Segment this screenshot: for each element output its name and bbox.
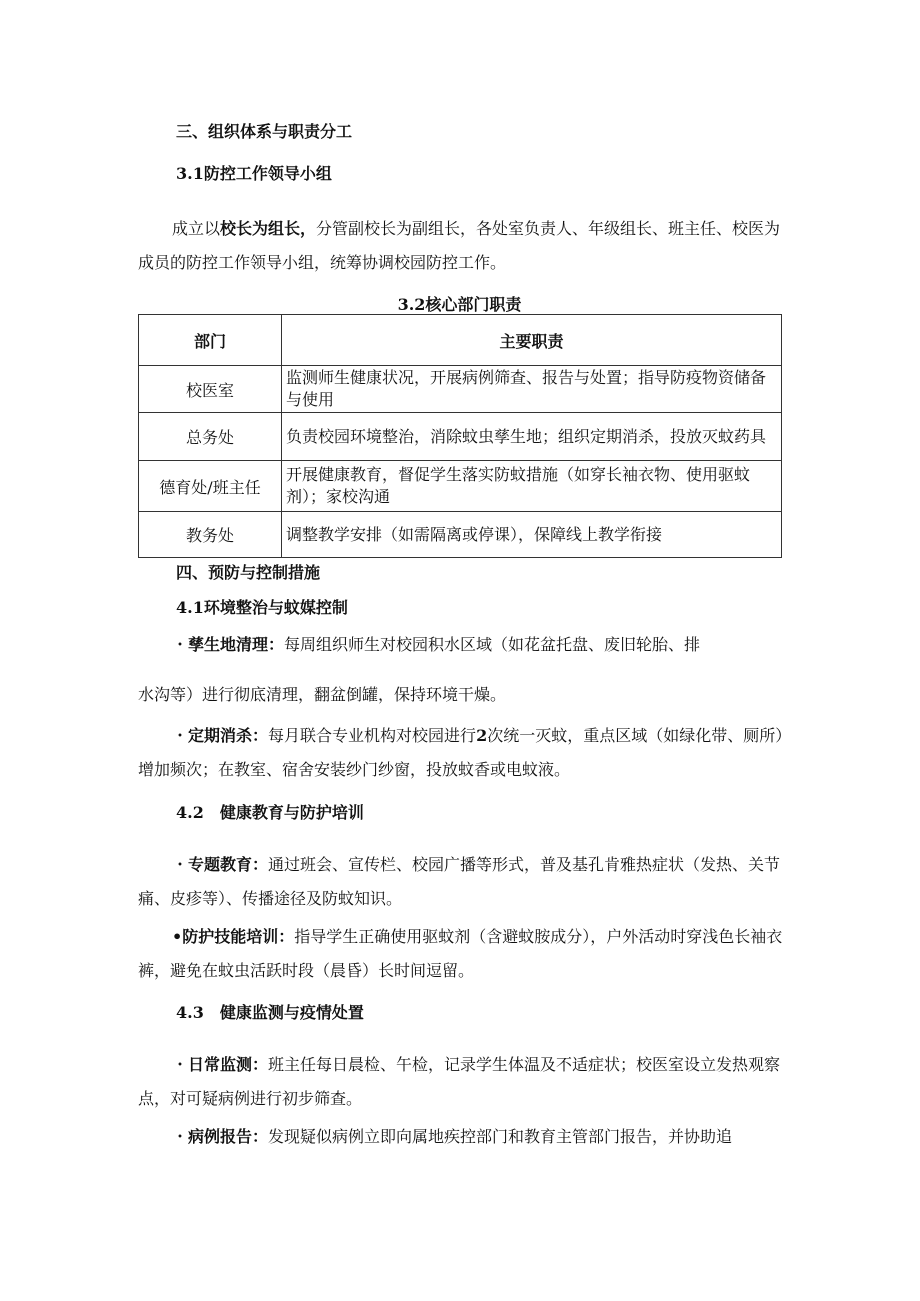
bullet-colon: ：: [252, 1055, 269, 1074]
bullet-label: 专题教育: [188, 855, 253, 874]
section-3-1-title: 3.1防控工作领导小组: [176, 164, 332, 183]
table-row: [139, 366, 782, 413]
bullet-colon: ：: [268, 635, 285, 654]
dept-cell: 德育处/班主任: [139, 461, 282, 512]
section-3-1-paragraph: [138, 212, 788, 280]
bullet-protection-training: [138, 920, 788, 988]
section-4-title: 四、预防与控制措施: [176, 563, 321, 582]
table-row: [139, 461, 782, 512]
bullet-text: 指导学生正确使用驱蚊剂（含避蚊胺成分），户外活动时穿浅色长袖衣裤，避免在蚊虫活跃时段（晨昏）长时间逗留。: [138, 927, 783, 980]
bullet-text: 次统一灭蚊，重点区域（如绿化带、厕所）增加频次；在教室、宿舍安装纱门纱窗，投放蚊香或电蚊液。: [138, 726, 784, 779]
bullet-label: 日常监测: [188, 1055, 253, 1074]
bullet-label: 防护技能培训: [182, 927, 279, 946]
bullet-daily-monitoring: [138, 1048, 788, 1116]
bullet-colon: ：: [278, 927, 295, 946]
dept-cell: 校医室: [139, 366, 282, 413]
bullet-breeding-site-clearance-continued: 水沟等）进行彻底清理，翻盆倒罐，保持环境干燥。: [138, 685, 507, 704]
department-duties-table: [138, 314, 782, 558]
table-row: [139, 512, 782, 558]
bullet-marker: ・: [172, 635, 189, 654]
bullet-number: 2: [476, 726, 488, 745]
paragraph-text: 分管副校长为副组长，各处室负责人、年级组长、班主任、校医为成员的防控工作领导小组，统筹协调校园防控工作。: [138, 219, 781, 272]
bullet-colon: ：: [252, 855, 269, 874]
bullet-breeding-site-clearance: [172, 637, 700, 653]
bullet-text: 发现疑似病例立即向属地疾控部门和教育主管部门报告，并协助追: [268, 1127, 733, 1146]
bullet-label: 孳生地清理: [188, 635, 269, 654]
table-header-row: [139, 315, 782, 366]
duty-cell: 开展健康教育，督促学生落实防蚊措施（如穿长袖衣物、使用驱蚊剂）；家校沟通: [282, 461, 782, 512]
bullet-marker: ・: [172, 726, 189, 745]
dept-cell: 教务处: [139, 512, 282, 558]
bullet-case-report: [138, 1120, 788, 1154]
bullet-marker: ・: [172, 1055, 189, 1074]
bullet-colon: ：: [252, 1127, 269, 1146]
bullet-text: 每月联合专业机构对校园进行: [268, 726, 477, 745]
paragraph-bold-text: 校长为组长，: [220, 219, 317, 238]
bullet-label: 定期消杀: [188, 726, 253, 745]
header-duties: 主要职责: [282, 315, 782, 366]
duty-cell: 监测师生健康状况，开展病例筛查、报告与处置；指导防疫物资储备与使用: [282, 366, 782, 413]
duty-cell: 负责校园环境整治，消除蚊虫孳生地；组织定期消杀，投放灭蚊药具: [282, 413, 782, 461]
bullet-text: 班主任每日晨检、午检，记录学生体温及不适症状；校医室设立发热观察点，对可疑病例进行初步筛查。: [138, 1055, 781, 1108]
section-3-title: 三、组织体系与职责分工: [176, 122, 353, 141]
bullet-text: 每周组织师生对校园积水区域（如花盆托盘、废旧轮胎、排: [284, 635, 701, 654]
bullet-regular-disinfection: [138, 719, 788, 787]
header-department: 部门: [139, 315, 282, 366]
dept-cell: 总务处: [139, 413, 282, 461]
bullet-text: 通过班会、宣传栏、校园广播等形式，普及基孔肯雅热症状（发热、关节痛、皮疹等）、传播途径及防蚊知识。: [138, 855, 781, 908]
bullet-special-education: [138, 848, 788, 916]
section-4-3-title: 4.3 健康监测与疫情处置: [176, 1003, 364, 1022]
bullet-marker: ・: [172, 1127, 189, 1146]
bullet-marker: •: [172, 927, 183, 946]
bullet-colon: ：: [252, 726, 269, 745]
table-row: [139, 413, 782, 461]
section-4-2-title: 4.2 健康教育与防护培训: [176, 803, 364, 822]
bullet-marker: ・: [172, 855, 189, 874]
duty-cell: 调整教学安排（如需隔离或停课），保障线上教学衔接: [282, 512, 782, 558]
section-3-2-title: 3.2核心部门职责: [397, 295, 522, 314]
paragraph-text: 成立以: [172, 219, 221, 238]
bullet-label: 病例报告: [188, 1127, 253, 1146]
section-4-1-title: 4.1环境整治与蚊媒控制: [176, 598, 348, 617]
